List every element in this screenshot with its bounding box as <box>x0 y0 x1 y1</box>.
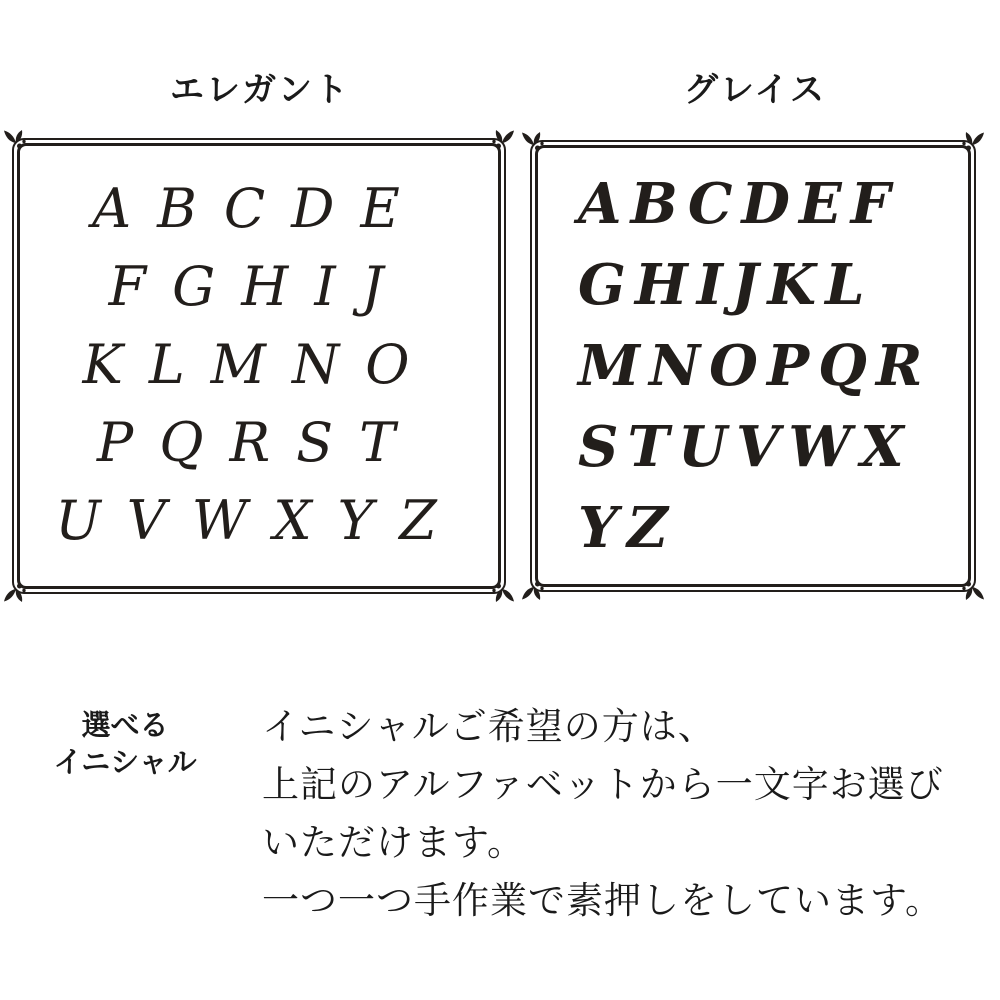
note-line: 一つ一つ手作業で素押しをしています。 <box>262 880 944 921</box>
alphabet-row: MNOPQR <box>578 333 932 399</box>
alphabet-row: YZ <box>578 495 677 561</box>
alphabet-row: ABCDEF <box>578 171 900 237</box>
elegant-alphabet <box>22 148 496 584</box>
panel-title-grace: グレイス <box>684 71 826 109</box>
alphabet-row: STUVWX <box>578 414 913 480</box>
note-label-line2: イニシャル <box>53 747 197 779</box>
note-line: イニシャルご希望の方は、 <box>262 706 716 747</box>
note-line: 上記のアルファベットから一文字お選び <box>262 764 944 805</box>
note-label <box>28 708 222 782</box>
grace-alphabet-frame <box>530 140 976 592</box>
grace-alphabet <box>540 150 966 582</box>
alphabet-row: GHIJKL <box>578 252 874 318</box>
panel-title-elegant: エレガント <box>170 71 350 109</box>
alphabet-row: ABCDE <box>92 177 426 240</box>
note-body <box>262 698 944 930</box>
alphabet-row: UVWXYZ <box>55 489 463 552</box>
note-label-line1: 選べる <box>81 710 169 742</box>
alphabet-row: FGHIJ <box>108 255 410 318</box>
elegant-alphabet-frame <box>12 138 506 594</box>
alphabet-row: KLMNO <box>82 333 436 396</box>
alphabet-row: PQRST <box>96 411 422 474</box>
note-line: いただけます。 <box>262 822 526 863</box>
